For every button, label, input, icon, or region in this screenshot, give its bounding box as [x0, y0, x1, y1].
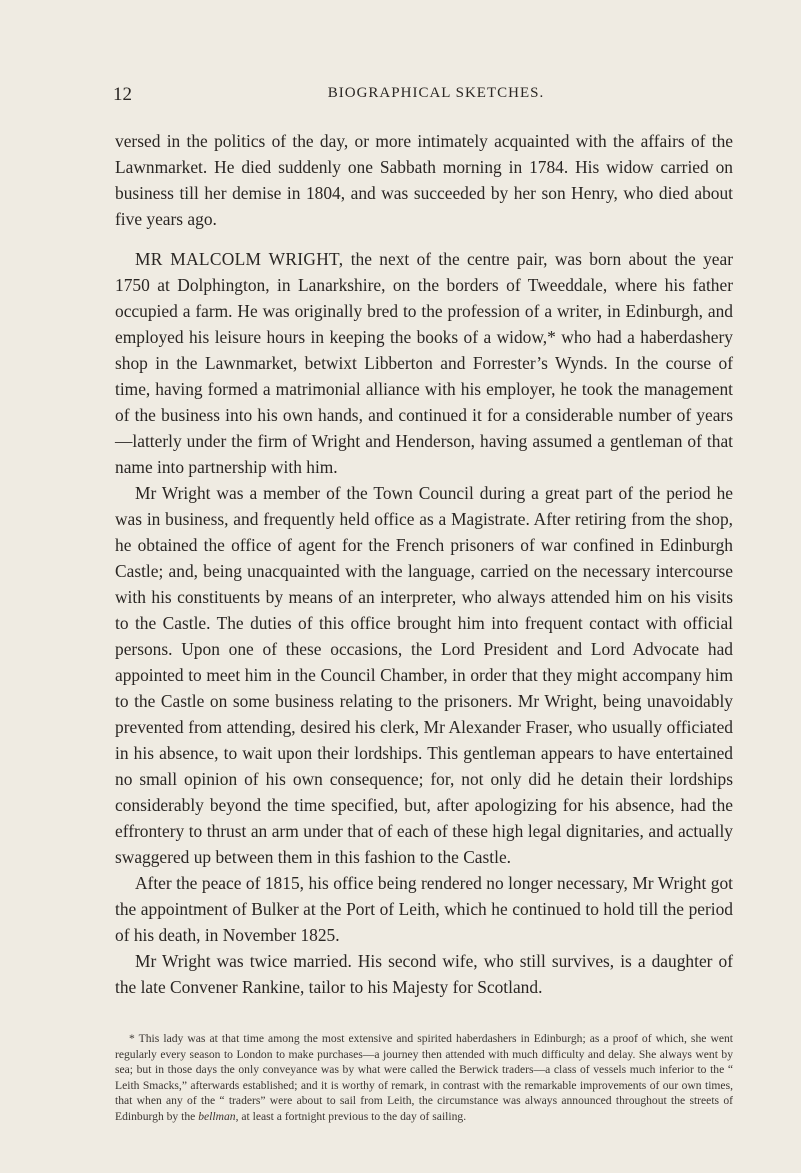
footnote-text-end: , at least a fortnight previous to the day of sailing.: [235, 1109, 467, 1123]
subject-name: MR MALCOLM WRIGHT,: [135, 249, 344, 269]
paragraph-3: Mr Wright was a member of the Town Council during a great part of the period he was in business, and frequently held office as a Magistrate. After retiring from the shop, he obtained the office of agent for the French prisoners of war confined in Edinburgh Castle; and, being unacquainted with the language, carried on the necessary intercourse with his constituents by means of an interpreter, who always attended him on his visits to the Castle. The duties of this office brought him into frequent contact with official persons. Upon one of these occasions, the Lord President and Lord Advocate had appointed to meet him in the Council Chamber, in order that they might accompany him to the Castle on some business relating to the prisoners. Mr Wright, being unavoidably prevented from attending, desired his clerk, Mr Alexander Fraser, who usually officiated in his absence, to wait upon their lordships. This gentleman appears to have entertained no small opinion of his own consequence; for, not only did he detain their lordships considerably beyond the time specified, but, after apologizing for his absence, had the effrontery to thrust an arm under that of each of these high legal dignitaries, and actually swaggered up between them in this fashion to the Castle.: [115, 483, 733, 867]
paragraph-2: [115, 246, 733, 480]
paragraph-1: versed in the politics of the day, or more intimately acquainted with the affairs of the Lawnmarket. He died suddenly one Sabbath morning in 1784. His widow carried on business till her demise in 1804, and was succeeded by her son Henry, who died about five years ago.: [115, 131, 733, 229]
footnote: [115, 1031, 733, 1125]
paragraph-4: After the peace of 1815, his office being rendered no longer necessary, Mr Wright got the appointment of Bulker at the Port of Leith, which he continued to hold till the period of his death, in November 1825.: [115, 873, 733, 945]
footnote-text: [115, 1031, 733, 1125]
page-header: [113, 84, 731, 106]
paragraph-5: Mr Wright was twice married. His second wife, who still survives, is a daughter of the late Convener Rankine, tailor to his Majesty for Scotland.: [115, 951, 733, 997]
footnote-italic-word: bellman: [198, 1109, 236, 1123]
footnote-text-start: * This lady was at that time among the most extensive and spirited haberdashers in Edinburgh; as a proof of which, she went regularly every season to London to make purchases—a journey then attended with much difficulty and delay. She always went by sea; but in those days the only conveyance was by what were called the Berwick traders—a class of vessels much inferior to the “ Leith Smacks,” afterwards established; and it is worthy of remark, in contrast with the remarkable improvements of our own times, that when any of the “ traders” were about to sail from Leith, the circumstance was always announced throughout the streets of Edinburgh by the: [115, 1032, 733, 1123]
running-head: BIOGRAPHICAL SKETCHES.: [327, 85, 545, 101]
main-text: [115, 128, 733, 1000]
paragraph-2-text: the next of the centre pair, was born about the year 1750 at Dolphington, in Lanarkshire, on the borders of Tweeddale, where his father occupied a farm. He was originally bred to the profession of a writer, in Edinburgh, and employed his leisure hours in keeping the books of a widow,* who had a haberdashery shop in the Lawnmarket, betwixt Libberton and Forrester’s Wynds. In the course of time, having formed a matrimonial alliance with his employer, he took the management of the business into his own hands, and continued it for a considerable number of years—latterly under the firm of Wright and Henderson, having assumed a gentleman of that name into partnership with him.: [115, 249, 733, 477]
page-number: 12: [113, 84, 132, 105]
